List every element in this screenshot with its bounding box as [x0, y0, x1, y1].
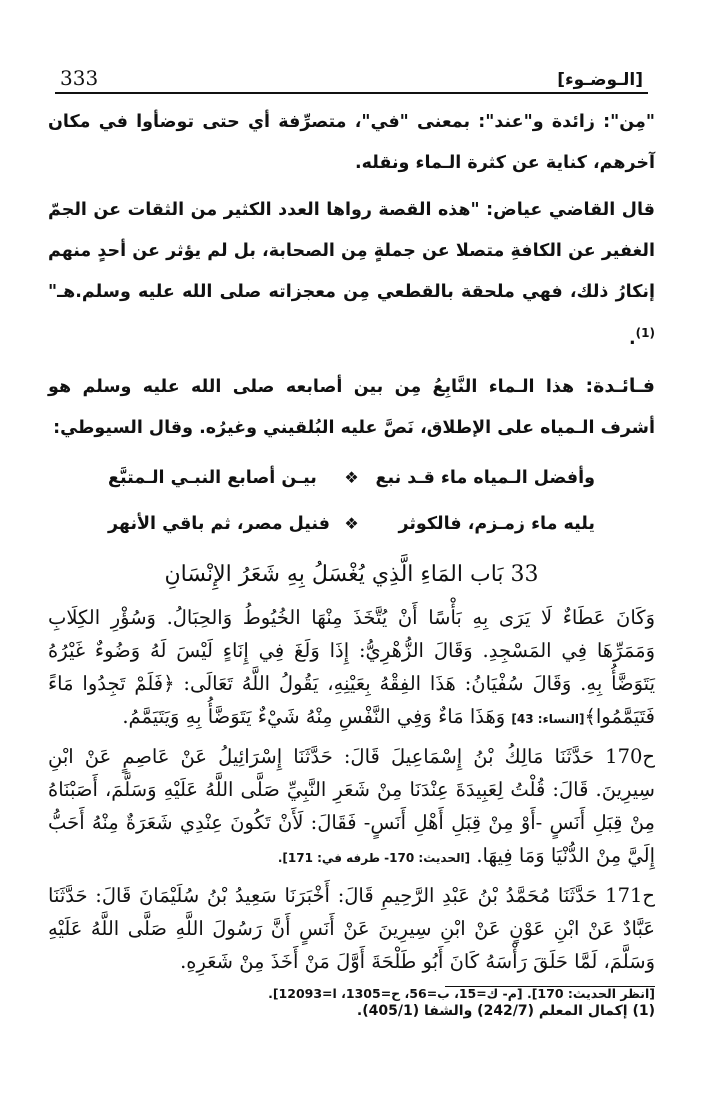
verse-separator-icon: ❖ [344, 467, 359, 487]
benefit-label: فـائـدة: [585, 374, 655, 397]
page-number: 333 [60, 66, 99, 90]
page-header [60, 50, 643, 90]
benefit-text: هذا الـماء النَّابِعُ مِن بين أصابعه صلى الله عليه وسلم هو أشرف الـمياه على الإطلاق، نَصَّ عليه البُلقيني وغيرُه. وقال السيوطي: [48, 376, 655, 438]
verse-1-first-hemistich: وأفضل الـمياه ماء قـد نبع [375, 467, 595, 488]
quote-end-mark: . [629, 328, 636, 349]
poem [108, 455, 595, 547]
running-title: [الـوضـوء] [557, 70, 643, 90]
verse-separator-icon: ❖ [344, 513, 359, 533]
hadith-170-reference: [الحديث: 170- طرفه في: 171]. [277, 850, 471, 865]
qadi-iyad-quote: قال القاضي عياض: "هذه القصة رواها العدد الكثير من الثقات عن الجمّ الغفير عن الكافةِ متصلا عن جملةٍ مِن الصحابة، بل لم يؤثر عن أحدٍ منهم إنكارُ ذلك، فهي ملحقة بالقطعي مِن معجزاته صلى الله عليه وسلم.هـ" [48, 200, 655, 302]
verse-1-second-hemistich: بيـن أصابع النبـي الـمتبَّع [108, 467, 317, 488]
poem-verse-1 [108, 455, 595, 501]
footnote: (1) إكمال المعلم (242/7) والشفا (405/1). [356, 1003, 655, 1019]
commentary-paragraph-2 [48, 190, 655, 360]
chapter-intro-text: وَكَانَ عَطَاءٌ لَا يَرَى بِهِ بَأْسًا أَنْ يُتَّخَذَ مِنْهَا الخُيُوطُ وَالحِبَالُ. وَسُؤْرِ الكِلَابِ وَمَمَرِّهَا فِي المَسْجِدِ. وَقَالَ الزُّهْرِيُّ: إِذَا وَلَغَ فِي إِنَاءٍ لَيْسَ لَهُ وَضُوءٌ غَيْرُهُ يَتَوَضَّأُ بِهِ. وَقَالَ سُفْيَانُ: هَذَا الفِقْهُ بِعَيْنِهِ، يَقُولُ اللَّهُ تَعَالَى: ﴿فَلَمْ تَجِدُوا مَاءً فَتَيَمَّمُوا﴾ [48, 605, 655, 728]
hadith-170 [48, 740, 655, 875]
hadith-170-text: ح170 حَدَّثَنَا مَالِكُ بْنُ إِسْمَاعِيلَ قَالَ: حَدَّثَنَا إِسْرَائِيلُ عَنْ عَاصِمٍ عَنْ ابْنِ سِيرِينَ. قَالَ: قُلْتُ لِعَبِيدَةَ عِنْدَنَا مِنْ شَعَرِ النَّبِيِّ صَلَّى اللَّهُ عَلَيْهِ وَسَلَّمَ، أَصَبْنَاهُ مِنْ قِبَلِ أَنَسٍ -أَوْ مِنْ قِبَلِ أَهْلِ أَنَسٍ- فَقَالَ: لَأَنْ تَكُونَ عِنْدِي شَعَرَةٌ مِنْهُ أَحَبُّ إِلَيَّ مِنْ الدُّنْيَا وَمَا فِيهَا. [48, 744, 655, 867]
chapter-title: 33 بَاب المَاءِ الَّذِي يُغْسَلُ بِهِ شَعَرُ الإِنْسَانِ [164, 561, 539, 587]
benefit-paragraph [48, 366, 655, 449]
footnote-reference: (1) [635, 326, 655, 340]
hadith-171: ح171 حَدَّثَنَا مُحَمَّدُ بْنُ عَبْدِ الرَّحِيمِ قَالَ: أَخْبَرَنَا سَعِيدُ بْنُ سُلَيْمَانَ قَالَ: حَدَّثَنَا عَبَّادٌ عَنْ ابْنِ عَوْنٍ عَنْ ابْنِ سِيرِينَ عَنْ أَنَسٍ أَنَّ رَسُولَ اللَّهِ صَلَّى اللَّهُ عَلَيْهِ وَسَلَّمَ، لَمَّا حَلَقَ رَأْسَهُ كَانَ أَبُو طَلْحَةَ أَوَّلَ مَنْ أَخَذَ مِنْ شَعَرِهِ. [48, 883, 655, 973]
verse-2-second-hemistich: فنيل مصر، ثم باقي الأنهر [108, 513, 330, 534]
hadith-171-reference: [انظر الحديث: 170]. [م- ك=15، ب=56، ح=1305، ا=12093]. [268, 985, 655, 1001]
chapter-intro-continuation: وَهَذَا مَاءٌ وَفِي النَّفْسِ مِنْهُ شَيْءٌ يَتَوَضَّأُ بِهِ وَيَتَيَمَّمُ. [122, 704, 506, 728]
body-text [48, 102, 655, 1006]
quran-reference: [النساء: 43] [511, 711, 585, 726]
poem-verse-2 [108, 501, 595, 547]
commentary-paragraph-1: "مِن": زائدة و"عند": بمعنى "في"، متصرِّفة أي حتى توضأوا في مكان آخرهم، كناية عن كثرة الـماء ونقله. [48, 112, 655, 173]
verse-2-first-hemistich: يليه ماء زمـزم، فالكوثر [398, 513, 595, 534]
header-rule [55, 92, 648, 94]
chapter-introduction [48, 601, 655, 736]
footnote-rule [445, 986, 655, 987]
